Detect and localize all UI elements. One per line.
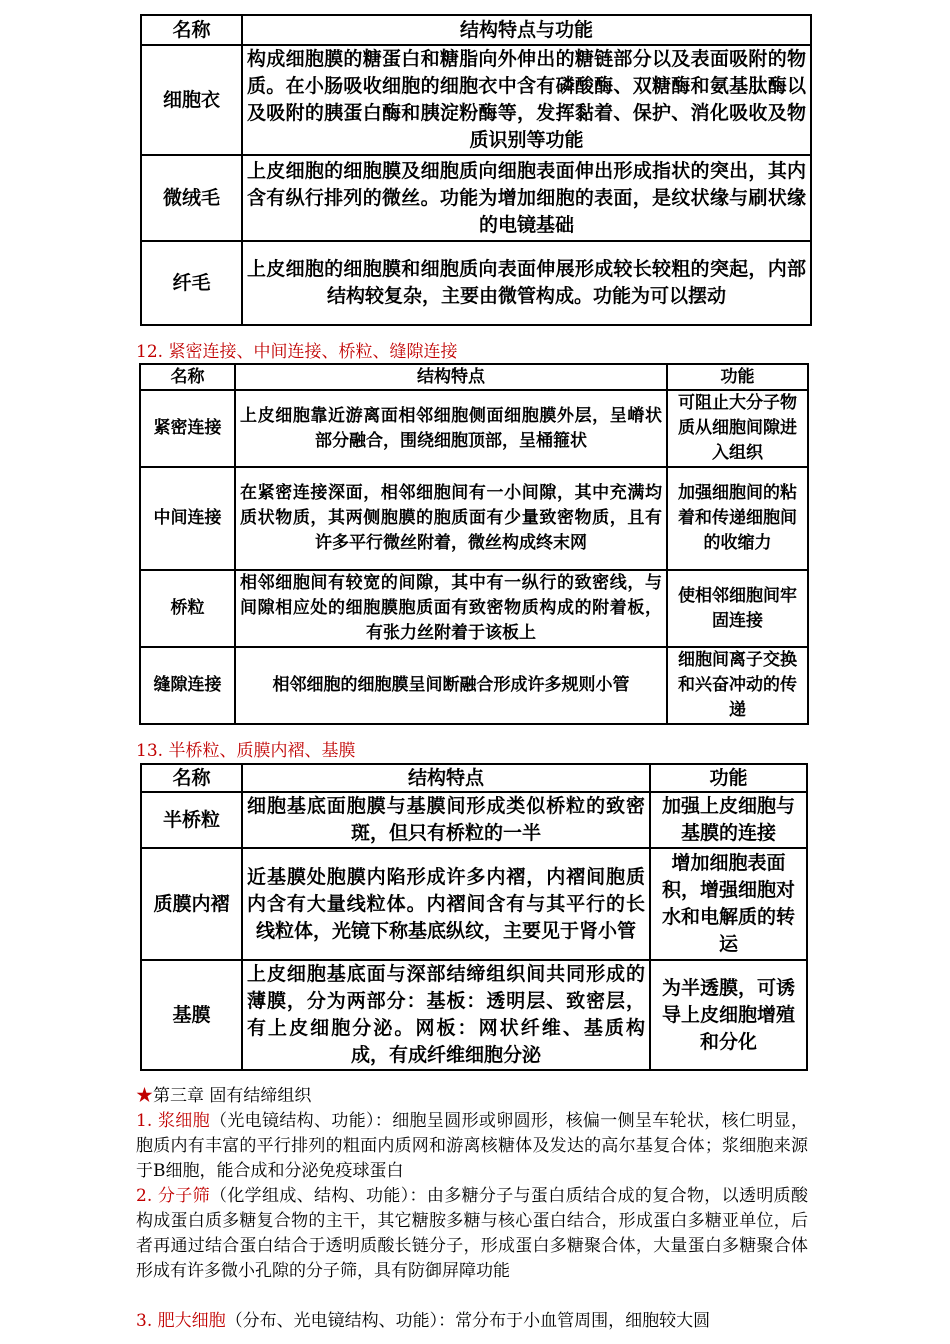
table-cell-surface [140, 14, 812, 326]
row-func: 增加细胞表面积，增强细胞对水和电解质的转运 [650, 848, 807, 960]
section-heading-12: 12. 紧密连接、中间连接、桥粒、缝隙连接 [136, 342, 458, 362]
table-row [140, 647, 808, 724]
item-text: （分布、光电镜结构、功能）：常分布于小血管周围，细胞较大圆 [225, 1311, 711, 1331]
row-desc: 相邻细胞的细胞膜呈间断融合形成许多规则小管 [235, 647, 667, 724]
list-item [136, 1184, 808, 1284]
table-header-name: 名称 [140, 364, 235, 390]
item-label: 1. 浆细胞 [136, 1111, 210, 1131]
chapter-title: 第三章 固有结缔组织 [153, 1086, 312, 1106]
row-name: 基膜 [141, 960, 242, 1070]
item-label: 3. 肥大细胞 [136, 1311, 226, 1331]
row-name: 细胞衣 [141, 45, 242, 155]
table-row [141, 45, 811, 155]
section-heading-13: 13. 半桥粒、质膜内褶、基膜 [136, 741, 356, 761]
table-header-desc: 结构特点 [235, 364, 667, 390]
row-name: 缝隙连接 [140, 647, 235, 724]
table-row [141, 848, 807, 960]
row-desc: 上皮细胞的细胞膜和细胞质向表面伸展形成较长较粗的突起，内部结构较复杂，主要由微管构成。功能为可以摆动 [242, 241, 811, 325]
table-row [141, 960, 807, 1070]
row-func: 使相邻细胞间牢固连接 [667, 570, 808, 647]
table-header-desc: 结构特点 [242, 764, 650, 792]
table-row [140, 570, 808, 647]
table-header-func: 功能 [667, 364, 808, 390]
table-row [141, 792, 807, 848]
table-header-desc: 结构特点与功能 [242, 15, 811, 45]
row-name: 半桥粒 [141, 792, 242, 848]
table-row [140, 390, 808, 467]
row-desc: 构成细胞膜的糖蛋白和糖脂向外伸出的糖链部分以及表面吸附的物质。在小肠吸收细胞的细胞衣中含有磷酸酶、双糖酶和氨基肽酶以及吸附的胰蛋白酶和胰淀粉酶等，发挥黏着、保护、消化吸收及物质识别等功能 [242, 45, 811, 155]
chapter-heading [136, 1084, 808, 1109]
row-desc: 上皮细胞的细胞膜及细胞质向细胞表面伸出形成指状的突出，其内含有纵行排列的微丝。功能为增加细胞的表面，是纹状缘与刷状缘的电镜基础 [242, 155, 811, 241]
row-name: 质膜内褶 [141, 848, 242, 960]
row-name: 纤毛 [141, 241, 242, 325]
item-label: 2. 分子筛 [136, 1186, 210, 1206]
table-row [141, 241, 811, 325]
row-func: 加强上皮细胞与基膜的连接 [650, 792, 807, 848]
row-name: 桥粒 [140, 570, 235, 647]
row-desc: 上皮细胞基底面与深部结缔组织间共同形成的薄膜，分为两部分：基板：透明层、致密层，有上皮细胞分泌。网板：网状纤维、基质构成，有成纤维细胞分泌 [242, 960, 650, 1070]
list-item [136, 1109, 808, 1184]
row-name: 微绒毛 [141, 155, 242, 241]
row-func: 细胞间离子交换和兴奋冲动的传递 [667, 647, 808, 724]
row-desc: 近基膜处胞膜内陷形成许多内褶，内褶间胞质内含有大量线粒体。内褶间含有与其平行的长线粒体，光镜下称基底纵纹，主要见于肾小管 [242, 848, 650, 960]
table-cell-junctions [139, 363, 809, 725]
row-desc: 在紧密连接深面，相邻细胞间有一小间隙，其中充满均质状物质，其两侧胞膜的胞质面有少量致密物质，且有许多平行微丝附着，微丝构成终末网 [235, 467, 667, 570]
row-name: 中间连接 [140, 467, 235, 570]
item-text: （光电镜结构、功能）：细胞呈圆形或卵圆形，核偏一侧呈车轮状，核仁明显，胞质内有丰富的平行排列的粗面内质网和游离核糖体及发达的高尔基复合体；浆细胞来源于B细胞，能合成和分泌免疫球蛋白 [136, 1111, 809, 1181]
table-row [140, 467, 808, 570]
row-func: 为半透膜，可诱导上皮细胞增殖和分化 [650, 960, 807, 1070]
item-text: （化学组成、结构、功能）：由多糖分子与蛋白质结合成的复合物，以透明质酸构成蛋白质多糖复合物的主干，其它糖胺多糖与核心蛋白结合，形成蛋白多糖亚单位，后者再通过结合蛋白结合于透明质酸长链分子，形成蛋白多糖聚合体，大量蛋白多糖聚合体形成有许多微小孔隙的分子筛，具有防御屏障功能 [136, 1186, 809, 1281]
table-basal-surface [140, 763, 808, 1071]
star-icon: ★ [136, 1086, 153, 1106]
table-header-func: 功能 [650, 764, 807, 792]
row-desc: 相邻细胞间有较宽的间隙，其中有一纵行的致密线，与间隙相应处的细胞膜胞质面有致密物质构成的附着板，有张力丝附着于该板上 [235, 570, 667, 647]
row-func: 加强细胞间的粘着和传递细胞间的收缩力 [667, 467, 808, 570]
row-func: 可阻止大分子物质从细胞间隙进入组织 [667, 390, 808, 467]
table-header-name: 名称 [141, 15, 242, 45]
row-desc: 细胞基底面胞膜与基膜间形成类似桥粒的致密斑，但只有桥粒的一半 [242, 792, 650, 848]
list-item [136, 1309, 808, 1334]
row-desc: 上皮细胞靠近游离面相邻细胞侧面细胞膜外层，呈嵴状部分融合，围绕细胞顶部，呈桶箍状 [235, 390, 667, 467]
table-header-name: 名称 [141, 764, 242, 792]
table-row [141, 155, 811, 241]
row-name: 紧密连接 [140, 390, 235, 467]
